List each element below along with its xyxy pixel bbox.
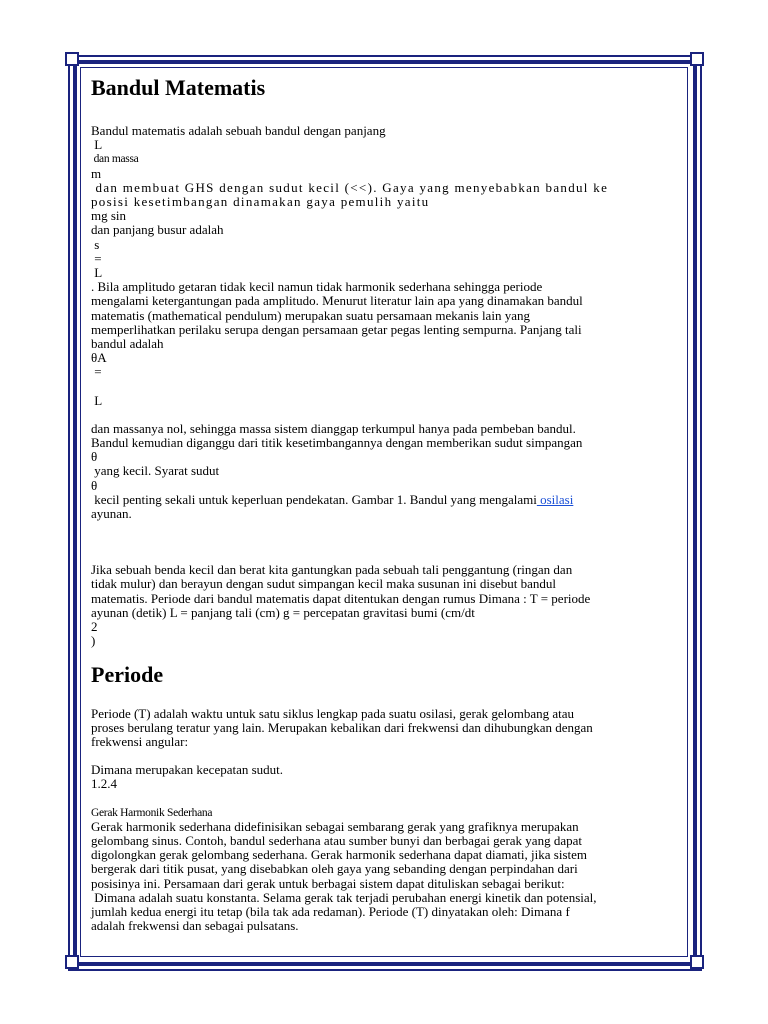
text-line: θ (91, 477, 98, 493)
text-line: = (91, 364, 102, 380)
text-line: dan panjang busur adalah (91, 222, 224, 238)
border-corner-bottom-left (65, 955, 79, 969)
heading-periode: Periode (91, 661, 164, 687)
text-fragment: kecil penting sekali untuk keperluan pendekatan. Gambar 1. Bandul yang mengalami (91, 491, 537, 507)
paragraph-periode-definition (91, 707, 681, 750)
text-line: 2 (91, 619, 98, 635)
text-line: adalah frekwensi dan sebagai pulsatans. (91, 918, 299, 934)
text-line (91, 195, 681, 209)
paragraph-bandul-rumus (91, 563, 681, 648)
subheading-gerak-harmonik: Gerak Harmonik Sederhana (91, 806, 213, 819)
text-line: Periode (T) adalah waktu untuk satu siklus lengkap pada suatu osilasi, gerak gelombang atau (91, 705, 575, 721)
paragraph-bandul-definition (91, 124, 681, 521)
text-line: matematis (mathematical pendulum) merupakan suatu persamaan mekanis lain yang (91, 307, 530, 323)
text-line: dan massanya nol, sehingga massa sistem dianggap terkumpul hanya pada pembeban bandul. (91, 420, 576, 436)
text-line: Dimana adalah suatu konstanta. Selama gerak tak terjadi perubahan energi kinetik dan potensial, (91, 889, 597, 905)
text-line: L (91, 137, 103, 153)
text-line: mg sin (91, 208, 127, 224)
text-line: Bandul matematis adalah sebuah bandul dengan panjang (91, 123, 386, 138)
text-line: matematis. Periode dari bandul matematis dapat ditentukan dengan rumus Dimana : T = periode (91, 590, 591, 606)
text-line: Bandul kemudian diganggu dari titik kesetimbangannya dengan memberikan sudut simpangan (91, 435, 583, 451)
border-corner-top-right (690, 52, 704, 66)
text-line: Dimana merupakan kecepatan sudut. (91, 762, 284, 778)
text-line: θ (91, 449, 98, 465)
osilasi-link[interactable]: osilasi (536, 491, 574, 507)
text-line: dan membuat GHS dengan sudut kecil (<<). Gaya yang menyebabkan bandul ke (91, 179, 609, 195)
heading-bandul-matematis: Bandul Matematis (91, 75, 266, 100)
text-line: s (91, 236, 100, 252)
text-line: gelombang sinus. Contoh, bandul sederhana atau sumber bunyi dan berbagai gerak yang dapat (91, 832, 582, 848)
text-line: mengalami ketergantungan pada amplitudo. Menurut literatur lain apa yang dinamakan bandul (91, 293, 583, 309)
text-line: tidak mulur) dan berayun dengan sudut simpangan kecil maka susunan ini disebut bandul (91, 576, 557, 592)
text-line: frekwensi angular: (91, 733, 189, 749)
text-line (91, 493, 681, 507)
text-line: posisinya ini. Persamaan dari gerak untuk berbagai sistem dapat dituliskan sebagai berikut: (91, 875, 565, 891)
paragraph-gerak-harmonik (91, 806, 681, 934)
text-line: Gerak harmonik sederhana didefinisikan sebagai sembarang gerak yang grafiknya merupakan (91, 818, 579, 834)
text-line: ) (91, 633, 96, 649)
text-line: θA (91, 350, 107, 366)
text-line: ayunan (detik) L = panjang tali (cm) g = percepatan gravitasi bumi (cm/dt (91, 604, 475, 620)
border-corner-top-left (65, 52, 79, 66)
text-line: L (91, 265, 103, 281)
text-line: ayunan. (91, 506, 132, 522)
text-line: memperlihatkan perilaku serupa dengan persamaan getar pegas lenting sempurna. Panjang tali (91, 321, 582, 337)
text-line: L (91, 392, 103, 408)
document-body (91, 68, 681, 933)
text-line: jumlah kedua energi itu tetap (bila tak ada redaman). Periode (T) dinyatakan oleh: Dimana f (91, 903, 570, 919)
text-line: yang kecil. Syarat sudut (91, 463, 220, 479)
text-line: bandul adalah (91, 336, 164, 352)
text-line: Jika sebuah benda kecil dan berat kita gantungkan pada sebuah tali penggantung (ringan dan (91, 562, 573, 578)
text-line: bergerak dari titik pusat, yang disebabkan oleh gaya yang sebanding dengan perpindahan dari (91, 861, 578, 877)
text-line: proses berulang teratur yang lain. Merupakan kebalikan dari frekwensi dan dihubungkan dengan (91, 719, 593, 735)
paragraph-kecepatan-sudut (91, 763, 681, 791)
text-line: dan massa (91, 153, 139, 166)
text-line: . Bila amplitudo getaran tidak kecil namun tidak harmonik sederhana sehingga periode (91, 279, 543, 295)
border-corner-bottom-right (690, 955, 704, 969)
text-line: digolongkan gerak gelombang sederhana. Gerak harmonik sederhana dapat diamati, jika sistem (91, 847, 587, 863)
text-line: = (91, 250, 102, 266)
text-line: 1.2.4 (91, 776, 117, 792)
text-line: m (91, 165, 102, 181)
text-fragment: posisi kesetimbangan dinamakan gaya pemulih yaitu (91, 194, 430, 210)
